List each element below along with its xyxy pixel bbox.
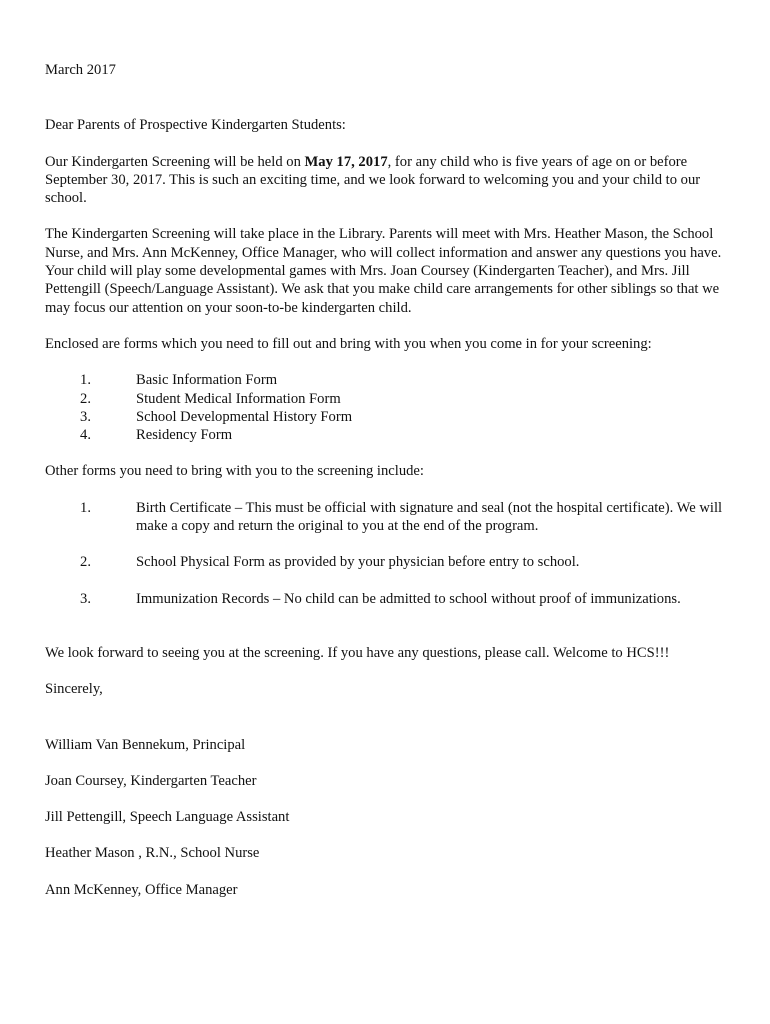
paragraph-location: The Kindergarten Screening will take place in the Library. Parents will meet with Mrs. Heather Mason, the School Nurse, and Mrs. Ann McKenney, Office Manager, who will collect information and answer any questions you have. Your child will play some developmental games with Mrs. Joan Coursey (Kindergarten Teacher), and Mrs. Jill Pettengill (Speech/Language Assistant). We ask that you make child care arrangements for other siblings so that we may focus our attention on your soon-to-be kindergarten child. [45, 226, 722, 316]
list-item [45, 590, 735, 608]
letter-date: March 2017 [45, 62, 116, 78]
screening-date: May 17, 2017 [304, 153, 388, 170]
list-item [45, 499, 735, 536]
letter [45, 61, 735, 917]
list-item [45, 371, 735, 389]
signature-line: William Van Bennekum, Principal [45, 736, 246, 753]
list-text: Residency Form [136, 427, 233, 444]
paragraph-screening-date [45, 153, 735, 208]
other-forms-list [45, 499, 735, 608]
list-text: School Physical Form as provided by your physician before entry to school. [136, 554, 580, 571]
list-text: Basic Information Form [136, 372, 278, 389]
list-number: 1. [80, 499, 91, 516]
list-number: 2. [80, 390, 91, 407]
list-number: 2. [80, 554, 91, 571]
paragraph-enclosed-forms: Enclosed are forms which you need to fill out and bring with you when you come in for your screening: [45, 335, 652, 352]
salutation: Dear Parents of Prospective Kindergarten Students: [45, 117, 346, 134]
signature-line: Joan Coursey, Kindergarten Teacher [45, 772, 257, 789]
signature-line: Jill Pettengill, Speech Language Assistant [45, 809, 290, 826]
closing: Sincerely, [45, 681, 103, 698]
list-number: 1. [80, 372, 91, 389]
list-item [45, 408, 735, 426]
list-number: 4. [80, 427, 91, 444]
list-text: Birth Certificate – This must be official with signature and seal (not the hospital certificate). We will make a copy and return the original to you at the end of the program. [136, 499, 723, 535]
paragraph-text: , for any child who is five years of age on or before September 30, 2017. This is such an exciting time, and we look forward to welcoming you and your child to our school. [45, 153, 701, 207]
list-item [45, 553, 735, 571]
paragraph-text: Our Kindergarten Screening will be held on [45, 153, 305, 170]
paragraph-closing-remark: We look forward to seeing you at the screening. If you have any questions, please call. Welcome to HCS!!! [45, 644, 670, 661]
list-number: 3. [80, 590, 91, 607]
paragraph-other-forms: Other forms you need to bring with you to the screening include: [45, 463, 424, 480]
list-item [45, 390, 735, 408]
signature-line: Heather Mason , R.N., School Nurse [45, 845, 260, 862]
list-text: Immunization Records – No child can be admitted to school without proof of immunizations. [136, 590, 681, 607]
signature-line: Ann McKenney, Office Manager [45, 881, 238, 898]
enclosed-forms-list [45, 371, 735, 444]
list-text: School Developmental History Form [136, 408, 353, 425]
list-text: Student Medical Information Form [136, 390, 341, 407]
list-number: 3. [80, 408, 91, 425]
list-item [45, 426, 735, 444]
